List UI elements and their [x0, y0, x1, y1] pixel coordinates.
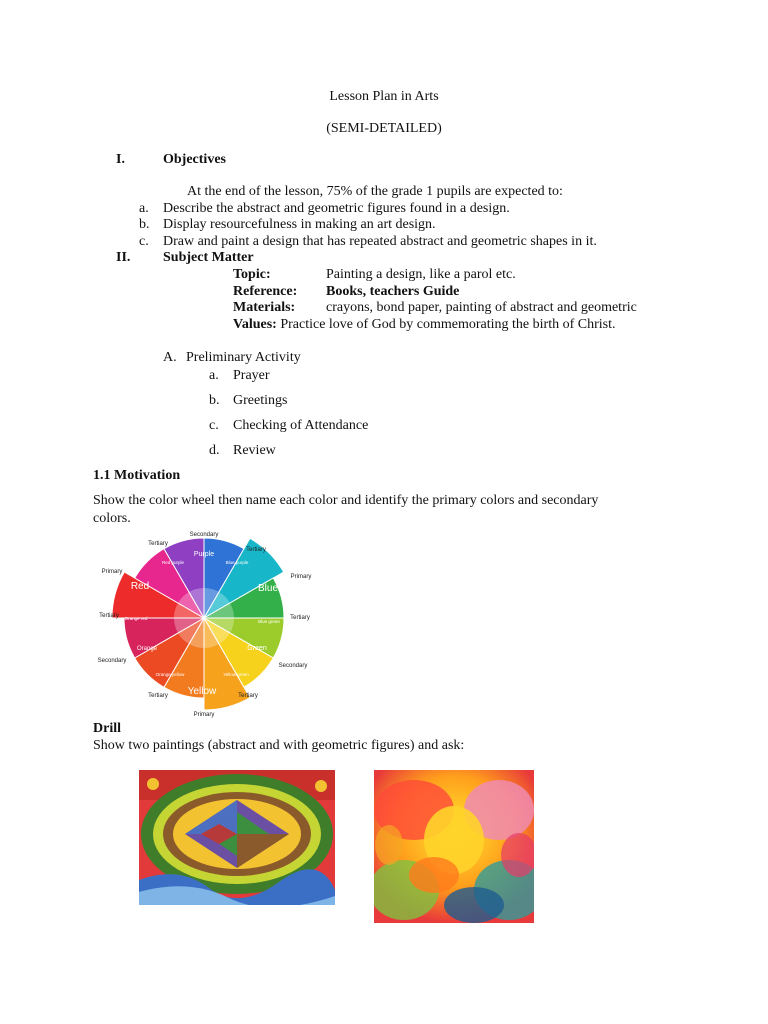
label-tertiary-right: Tertiary — [290, 615, 310, 621]
values-line — [233, 317, 615, 333]
materials-value: crayons, bond paper, painting of abstract and geometric — [326, 300, 637, 315]
motivation-text-continued: colors. — [93, 511, 131, 526]
segment-yellow-label: Yellow — [187, 686, 217, 697]
label-tertiary-left: Tertiary — [99, 613, 119, 619]
label-secondary-right: Secondary — [278, 663, 308, 669]
objectives-numeral: I. — [116, 152, 125, 167]
objective-item: Describe the abstract and geometric figures found in a design. — [163, 201, 510, 216]
preliminary-item: Checking of Attendance — [233, 418, 369, 433]
objectives-heading: Objectives — [163, 152, 226, 167]
label-secondary-left: Secondary — [97, 658, 127, 664]
segment-blue-purple-label: Blue purple — [225, 560, 249, 565]
motivation-heading: 1.1 Motivation — [93, 468, 181, 483]
objectives-intro: At the end of the lesson, 75% of the grade 1 pupils are expected to: — [187, 184, 563, 199]
label-primary-bottom: Primary — [193, 712, 215, 718]
drill-heading: Drill — [93, 721, 121, 736]
preliminary-item: Greetings — [233, 393, 288, 408]
topic-label: Topic: — [233, 267, 271, 282]
values-label: Values: — [233, 317, 277, 332]
label-primary-left: Primary — [101, 569, 123, 575]
objective-marker: a. — [139, 201, 149, 216]
abstract-painting-image — [374, 770, 534, 923]
label-secondary-top: Secondary — [189, 532, 219, 538]
topic-value: Painting a design, like a parol etc. — [326, 267, 516, 282]
label-primary-right: Primary — [290, 574, 312, 580]
label-tertiary-top-right: Tertiary — [246, 547, 266, 553]
preliminary-item-marker: a. — [209, 368, 219, 383]
preliminary-item: Review — [233, 443, 276, 458]
objective-item: Display resourcefulness in making an art design. — [163, 217, 436, 232]
color-wheel-figure — [94, 526, 312, 722]
subject-matter-heading: Subject Matter — [163, 250, 254, 265]
label-tertiary-bottom-right: Tertiary — [238, 693, 258, 699]
preliminary-heading: Preliminary Activity — [186, 350, 301, 365]
segment-green-label: Green — [247, 645, 267, 652]
drill-text: Show two paintings (abstract and with geometric figures) and ask: — [93, 738, 465, 753]
preliminary-item-marker: d. — [209, 443, 220, 458]
motivation-text: Show the color wheel then name each color and identify the primary colors and secondary — [93, 493, 599, 508]
segment-blue-green-label: Blue green — [258, 619, 280, 624]
objective-marker: b. — [139, 217, 150, 232]
geometric-painting-image — [139, 770, 335, 905]
segment-blue-label: Blue — [257, 583, 279, 594]
objective-marker: c. — [139, 234, 149, 249]
label-tertiary-top-left: Tertiary — [148, 541, 168, 547]
preliminary-item: Prayer — [233, 368, 270, 383]
preliminary-item-marker: c. — [209, 418, 219, 433]
segment-yellow-green-label: Yellow green — [223, 672, 249, 677]
segment-red-purple-label: Red purple — [161, 560, 185, 565]
label-tertiary-bottom-left: Tertiary — [148, 693, 168, 699]
wheel-inner-ring — [174, 588, 234, 648]
reference-value: Books, teachers Guide — [326, 284, 460, 299]
document-subtitle: (SEMI-DETAILED) — [326, 121, 442, 136]
reference-label: Reference: — [233, 284, 298, 299]
segment-red-label: Red — [130, 581, 150, 592]
objective-item: Draw and paint a design that has repeated abstract and geometric shapes in it. — [163, 234, 597, 249]
segment-orange-red-label: Orange red — [124, 616, 148, 621]
segment-orange-yellow-label: Orange yellow — [155, 672, 185, 677]
preliminary-marker: A. — [163, 350, 177, 365]
values-value: Practice love of God by commemorating the birth of Christ. — [280, 317, 616, 332]
preliminary-item-marker: b. — [209, 393, 220, 408]
segment-orange-label: Orange — [136, 646, 158, 652]
subject-matter-numeral: II. — [116, 250, 131, 265]
segment-purple-label: Purple — [193, 551, 215, 558]
materials-label: Materials: — [233, 300, 296, 315]
document-title: Lesson Plan in Arts — [329, 89, 439, 104]
